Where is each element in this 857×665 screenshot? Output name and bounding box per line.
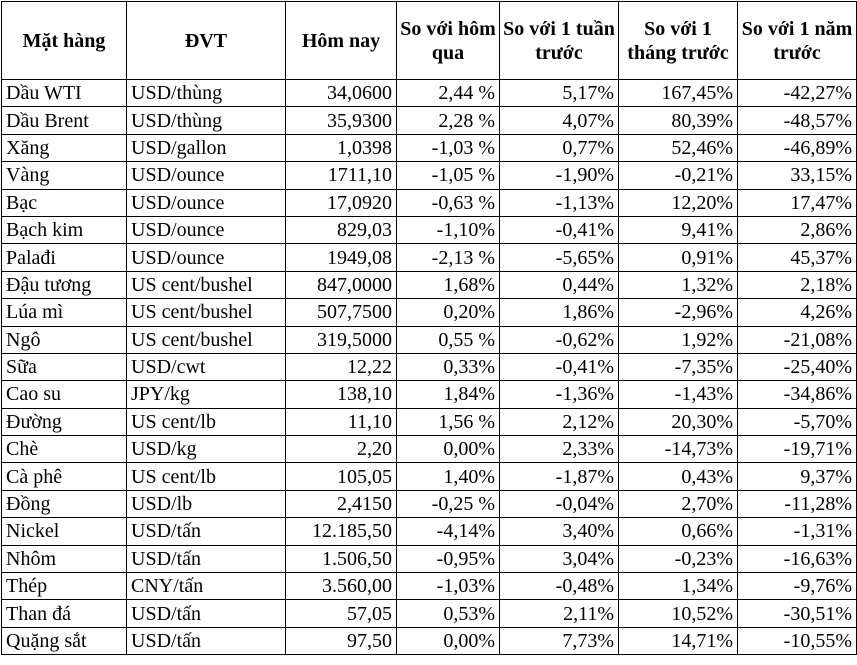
cell-commodity: Xăng	[2, 134, 127, 161]
cell-vs-year: 2,18%	[738, 271, 857, 298]
cell-today: 2,20	[286, 436, 397, 463]
header-row	[2, 2, 857, 80]
cell-vs-week: -0,41%	[500, 353, 619, 380]
cell-unit: USD/tấn	[127, 600, 286, 627]
cell-vs-yesterday: 0,33%	[397, 353, 500, 380]
cell-today: 34,0600	[286, 80, 397, 107]
cell-commodity: Dầu Brent	[2, 107, 127, 134]
table-row	[2, 271, 857, 298]
cell-unit: USD/ounce	[127, 189, 286, 216]
cell-today: 35,9300	[286, 107, 397, 134]
cell-vs-month: 80,39%	[619, 107, 738, 134]
cell-vs-month: -0,21%	[619, 162, 738, 189]
cell-unit: USD/ounce	[127, 216, 286, 243]
cell-today: 847,0000	[286, 271, 397, 298]
cell-vs-month: 0,66%	[619, 518, 738, 545]
cell-vs-year: -25,40%	[738, 353, 857, 380]
cell-vs-yesterday: 0,00%	[397, 627, 500, 654]
cell-today: 319,5000	[286, 326, 397, 353]
cell-vs-year: -42,27%	[738, 80, 857, 107]
cell-commodity: Cao su	[2, 381, 127, 408]
cell-today: 829,03	[286, 216, 397, 243]
cell-vs-yesterday: 0,20%	[397, 299, 500, 326]
table-row	[2, 573, 857, 600]
cell-vs-year: -48,57%	[738, 107, 857, 134]
cell-vs-year: -16,63%	[738, 545, 857, 572]
cell-vs-week: 3,40%	[500, 518, 619, 545]
cell-vs-yesterday: 2,28 %	[397, 107, 500, 134]
cell-unit: USD/tấn	[127, 545, 286, 572]
cell-unit: USD/tấn	[127, 627, 286, 654]
cell-today: 12.185,50	[286, 518, 397, 545]
cell-unit: USD/cwt	[127, 353, 286, 380]
cell-commodity: Lúa mì	[2, 299, 127, 326]
cell-unit: USD/thùng	[127, 107, 286, 134]
header-vs-yesterday: So với hôm qua	[397, 2, 500, 80]
cell-commodity: Đường	[2, 408, 127, 435]
cell-vs-yesterday: -1,05 %	[397, 162, 500, 189]
table-row	[2, 545, 857, 572]
cell-vs-month: 1,92%	[619, 326, 738, 353]
cell-vs-yesterday: -1,03%	[397, 573, 500, 600]
cell-vs-week: -1,90%	[500, 162, 619, 189]
cell-commodity: Nickel	[2, 518, 127, 545]
cell-unit: US cent/lb	[127, 463, 286, 490]
cell-today: 507,7500	[286, 299, 397, 326]
header-today: Hôm nay	[286, 2, 397, 80]
commodity-price-table	[1, 1, 857, 655]
cell-vs-month: 2,70%	[619, 490, 738, 517]
cell-vs-year: 33,15%	[738, 162, 857, 189]
cell-vs-week: -0,62%	[500, 326, 619, 353]
table-row	[2, 107, 857, 134]
cell-commodity: Quặng sắt	[2, 627, 127, 654]
table-row	[2, 216, 857, 243]
cell-vs-month: 1,32%	[619, 271, 738, 298]
cell-vs-yesterday: 0,53%	[397, 600, 500, 627]
cell-unit: USD/tấn	[127, 518, 286, 545]
cell-vs-month: -7,35%	[619, 353, 738, 380]
cell-vs-week: 2,33%	[500, 436, 619, 463]
cell-vs-month: 52,46%	[619, 134, 738, 161]
cell-vs-yesterday: 2,44 %	[397, 80, 500, 107]
cell-commodity: Dầu WTI	[2, 80, 127, 107]
cell-unit: US cent/bushel	[127, 271, 286, 298]
cell-unit: CNY/tấn	[127, 573, 286, 600]
table-row	[2, 80, 857, 107]
header-unit: ĐVT	[127, 2, 286, 80]
cell-vs-year: -30,51%	[738, 600, 857, 627]
cell-vs-week: 2,12%	[500, 408, 619, 435]
cell-vs-week: -0,41%	[500, 216, 619, 243]
cell-vs-week: -1,87%	[500, 463, 619, 490]
cell-vs-year: 45,37%	[738, 244, 857, 271]
table-row	[2, 490, 857, 517]
table-row	[2, 162, 857, 189]
cell-vs-yesterday: 1,40%	[397, 463, 500, 490]
cell-vs-week: -0,04%	[500, 490, 619, 517]
cell-commodity: Nhôm	[2, 545, 127, 572]
cell-commodity: Sữa	[2, 353, 127, 380]
cell-vs-month: 0,43%	[619, 463, 738, 490]
cell-vs-yesterday: 1,68%	[397, 271, 500, 298]
cell-vs-week: 4,07%	[500, 107, 619, 134]
header-vs-week: So với 1 tuần trước	[500, 2, 619, 80]
table-row	[2, 436, 857, 463]
cell-commodity: Cà phê	[2, 463, 127, 490]
cell-unit: USD/ounce	[127, 244, 286, 271]
cell-commodity: Vàng	[2, 162, 127, 189]
cell-today: 3.560,00	[286, 573, 397, 600]
table-row	[2, 244, 857, 271]
table-row	[2, 381, 857, 408]
cell-unit: USD/gallon	[127, 134, 286, 161]
cell-vs-yesterday: -0,63 %	[397, 189, 500, 216]
table-row	[2, 408, 857, 435]
cell-vs-week: 3,04%	[500, 545, 619, 572]
cell-today: 17,0920	[286, 189, 397, 216]
table-row	[2, 326, 857, 353]
cell-today: 105,05	[286, 463, 397, 490]
cell-vs-month: 0,91%	[619, 244, 738, 271]
cell-vs-year: -1,31%	[738, 518, 857, 545]
cell-vs-month: -2,96%	[619, 299, 738, 326]
cell-unit: JPY/kg	[127, 381, 286, 408]
cell-unit: USD/lb	[127, 490, 286, 517]
cell-commodity: Palađi	[2, 244, 127, 271]
table-row	[2, 600, 857, 627]
cell-today: 1,0398	[286, 134, 397, 161]
cell-vs-year: 17,47%	[738, 189, 857, 216]
cell-vs-year: -21,08%	[738, 326, 857, 353]
cell-commodity: Thép	[2, 573, 127, 600]
cell-today: 2,4150	[286, 490, 397, 517]
cell-today: 97,50	[286, 627, 397, 654]
cell-unit: US cent/bushel	[127, 326, 286, 353]
cell-unit: US cent/bushel	[127, 299, 286, 326]
cell-vs-month: 12,20%	[619, 189, 738, 216]
header-vs-month: So với 1 tháng trước	[619, 2, 738, 80]
cell-vs-yesterday: 0,00%	[397, 436, 500, 463]
cell-vs-yesterday: -0,95%	[397, 545, 500, 572]
cell-vs-year: 9,37%	[738, 463, 857, 490]
table-row	[2, 134, 857, 161]
table-row	[2, 299, 857, 326]
cell-unit: USD/ounce	[127, 162, 286, 189]
header-commodity: Mặt hàng	[2, 2, 127, 80]
cell-today: 1711,10	[286, 162, 397, 189]
cell-vs-year: 2,86%	[738, 216, 857, 243]
cell-vs-year: -34,86%	[738, 381, 857, 408]
header-vs-year: So với 1 năm trước	[738, 2, 857, 80]
cell-vs-month: 20,30%	[619, 408, 738, 435]
cell-vs-month: 10,52%	[619, 600, 738, 627]
cell-vs-week: -1,36%	[500, 381, 619, 408]
cell-vs-year: -10,55%	[738, 627, 857, 654]
cell-vs-yesterday: -1,10%	[397, 216, 500, 243]
cell-vs-year: 4,26%	[738, 299, 857, 326]
cell-vs-yesterday: -4,14%	[397, 518, 500, 545]
cell-unit: USD/thùng	[127, 80, 286, 107]
cell-vs-week: 2,11%	[500, 600, 619, 627]
cell-vs-year: -46,89%	[738, 134, 857, 161]
table-row	[2, 353, 857, 380]
cell-vs-yesterday: 0,55 %	[397, 326, 500, 353]
table-row	[2, 518, 857, 545]
cell-vs-week: -0,48%	[500, 573, 619, 600]
cell-vs-month: 1,34%	[619, 573, 738, 600]
cell-vs-year: -19,71%	[738, 436, 857, 463]
cell-vs-month: 167,45%	[619, 80, 738, 107]
cell-today: 11,10	[286, 408, 397, 435]
table-row	[2, 463, 857, 490]
cell-vs-yesterday: -0,25 %	[397, 490, 500, 517]
cell-vs-year: -5,70%	[738, 408, 857, 435]
cell-commodity: Bạch kim	[2, 216, 127, 243]
cell-vs-month: -1,43%	[619, 381, 738, 408]
cell-vs-year: -9,76%	[738, 573, 857, 600]
cell-commodity: Chè	[2, 436, 127, 463]
cell-vs-week: 0,44%	[500, 271, 619, 298]
cell-vs-month: 14,71%	[619, 627, 738, 654]
cell-vs-week: 0,77%	[500, 134, 619, 161]
cell-commodity: Ngô	[2, 326, 127, 353]
cell-vs-week: 1,86%	[500, 299, 619, 326]
cell-vs-yesterday: -1,03 %	[397, 134, 500, 161]
cell-commodity: Than đá	[2, 600, 127, 627]
cell-commodity: Đồng	[2, 490, 127, 517]
table-body	[2, 80, 857, 655]
cell-vs-week: -1,13%	[500, 189, 619, 216]
cell-vs-month: -14,73%	[619, 436, 738, 463]
cell-today: 138,10	[286, 381, 397, 408]
cell-today: 57,05	[286, 600, 397, 627]
cell-vs-yesterday: 1,56 %	[397, 408, 500, 435]
cell-vs-yesterday: -2,13 %	[397, 244, 500, 271]
cell-vs-month: 9,41%	[619, 216, 738, 243]
table-row	[2, 627, 857, 654]
cell-today: 1949,08	[286, 244, 397, 271]
cell-today: 1.506,50	[286, 545, 397, 572]
cell-vs-year: -11,28%	[738, 490, 857, 517]
cell-vs-month: -0,23%	[619, 545, 738, 572]
cell-unit: USD/kg	[127, 436, 286, 463]
cell-unit: US cent/lb	[127, 408, 286, 435]
cell-vs-week: -5,65%	[500, 244, 619, 271]
cell-commodity: Bạc	[2, 189, 127, 216]
cell-vs-week: 7,73%	[500, 627, 619, 654]
cell-commodity: Đậu tương	[2, 271, 127, 298]
cell-vs-week: 5,17%	[500, 80, 619, 107]
table-row	[2, 189, 857, 216]
cell-vs-yesterday: 1,84%	[397, 381, 500, 408]
cell-today: 12,22	[286, 353, 397, 380]
